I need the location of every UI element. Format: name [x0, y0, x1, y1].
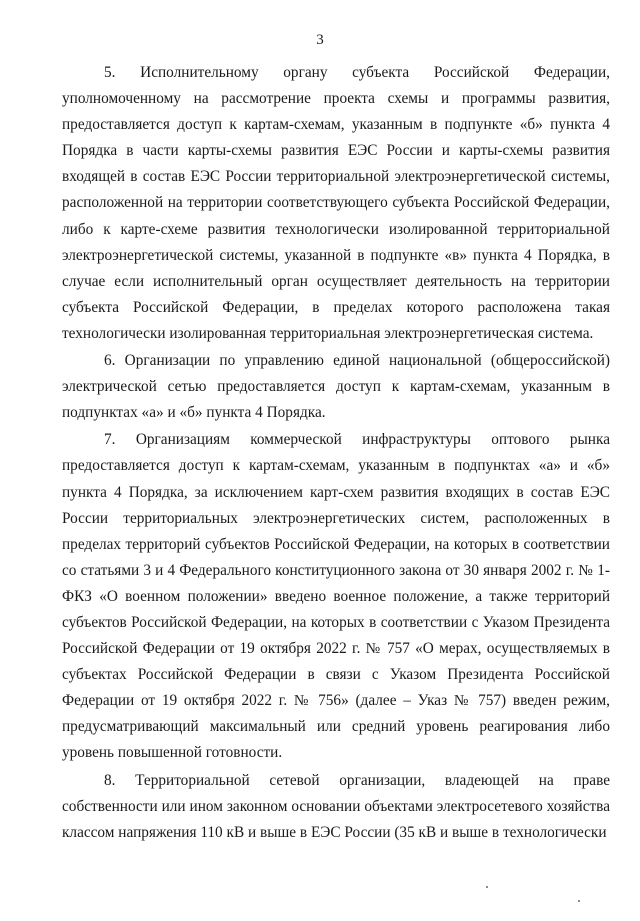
- scan-speck: [578, 900, 580, 902]
- scan-speck: [486, 886, 488, 888]
- paragraph-7: 7. Организациям коммерческой инфраструктуры оптового рынка предоставляется доступ к картам-схемам, указанным в подпунктах «а» и «б» пункта 4 Порядка, за исключением карт-схем развития входящих в состав ЕЭС России территориальных электроэнергетических систем, расположенных в пределах территорий субъектов Российской Федерации, на которых в соответствии со статьями 3 и 4 Федерального конституционного закона от 30 января 2002 г. № 1-ФКЗ «О военном положении» введено военное положение, а также территорий субъектов Российской Федерации, на которых в соответствии с Указом Президента Российской Федерации от 19 октября 2022 г. № 757 «О мерах, осуществляемых в субъектах Российской Федерации в связи с Указом Президента Российской Федерации от 19 октября 2022 г. № 756» (далее – Указ № 757) введен режим, предусматривающий максимальный или средний уровень реагирования либо уровень повышенной готовности.: [62, 431, 610, 762]
- paragraph-5: 5. Исполнительному органу субъекта Российской Федерации, уполномоченному на рассмотрение проекта схемы и программы развития, предоставляется доступ к картам-схемам, указанным в подпункте «б» пункта 4 Порядка в части карты-схемы развития ЕЭС России и карты-схемы развития входящей в состав ЕЭС России территориальной электроэнергетической системы, расположенной на территории соответствующего субъекта Российской Федерации, либо к карте-схеме развития технологически изолированной территориальной электроэнергетической системы, указанной в подпункте «в» пункта 4 Порядка, в случае если исполнительный орган осуществляет деятельность на территории субъекта Российской Федерации, в пределах которого расположена такая технологически изолированная территориальная электроэнергетическая система.: [62, 64, 610, 342]
- paragraph-8: 8. Территориальной сетевой организации, владеющей на праве собственности или ином законном основании объектами электросетевого хозяйства классом напряжения 110 кВ и выше в ЕЭС России (35 кВ и выше в технологически: [62, 771, 610, 841]
- document-body: [62, 60, 610, 846]
- page-number: 3: [316, 32, 324, 48]
- paragraph-6: 6. Организации по управлению единой национальной (общероссийской) электрической сетью предоставляется доступ к картам-схемам, указанным в подпунктах «а» и «б» пункта 4 Порядка.: [62, 352, 610, 422]
